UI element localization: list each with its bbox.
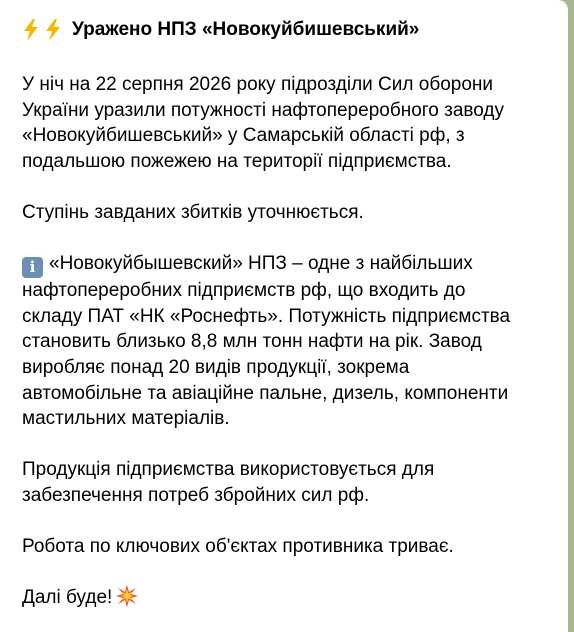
lightning-icon	[44, 19, 62, 41]
collision-icon	[116, 585, 138, 607]
closing-text: Далі буде!	[22, 587, 113, 609]
paragraph-strike: У ніч на 22 серпня 2026 року підрозділи Сил оборони України уразили потужності нафтопереробного заводу «Новокуйбишевський» у Самарській області рф, з подальшою пожежею на території підприємства.	[22, 74, 505, 172]
message-title	[22, 16, 548, 44]
title-text: Уражено НПЗ «Новокуйбишевський»	[72, 19, 420, 40]
info-icon: i	[22, 257, 43, 278]
paragraph-damage: Ступінь завданих збитків уточнюється.	[22, 201, 364, 223]
paragraph-closing	[22, 585, 548, 611]
paragraph-production: Продукція підприємства використовується для забезпечення потреб збройних сил рф.	[22, 459, 435, 506]
paragraph-info-text: «Новокуйбышевский» НПЗ – одне з найбільших нафтопереробних підприємств рф, що входить до складу ПАТ «НК «Роснефть». Потужність підприємства становить близько 8,8 млн тонн нафти на рік. Завод виробляє понад 20 видів продукції, зокрема автомобільне та авіаційне пальне, дизель, компоненти мастильних матеріалів.	[22, 253, 511, 430]
lightning-icon	[22, 19, 40, 41]
paragraph-info	[22, 251, 548, 432]
paragraph-ongoing: Робота по ключових об'єктах противника триває.	[22, 536, 454, 558]
